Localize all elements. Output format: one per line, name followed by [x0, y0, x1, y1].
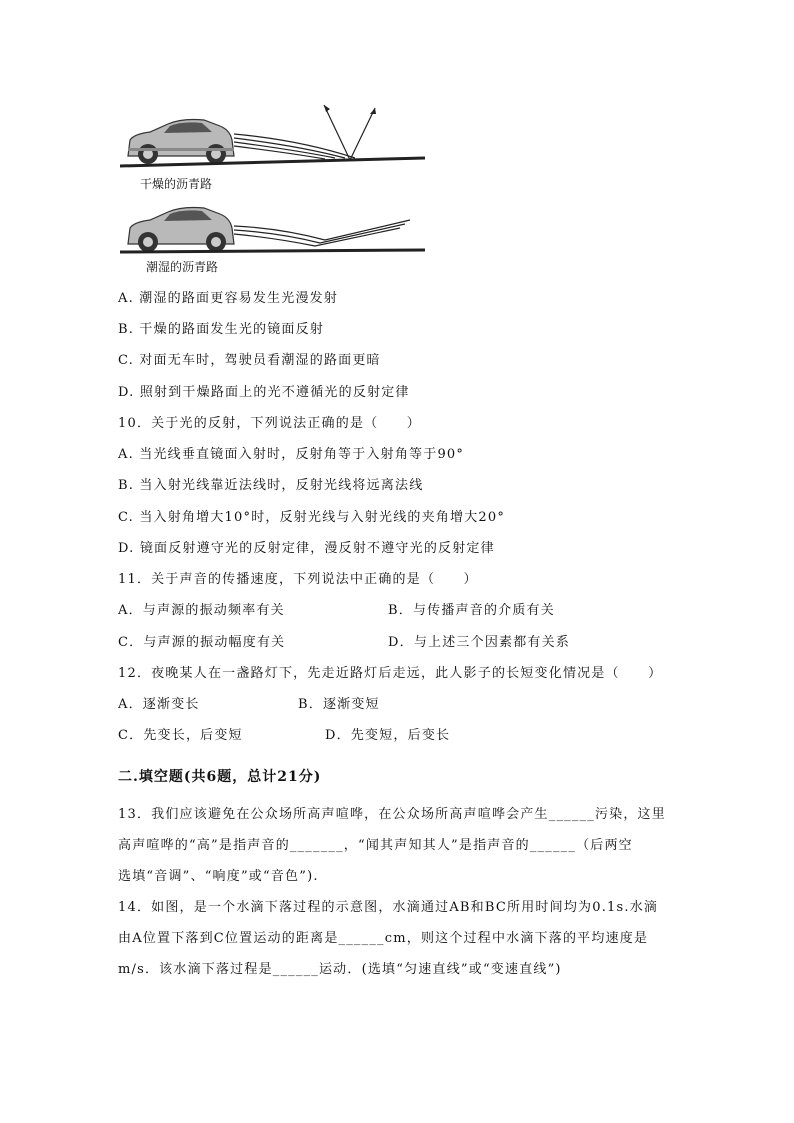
q10-stem: 10．关于光的反射，下列说法正确的是（ ） [118, 416, 421, 431]
q11-option-c: C．与声源的振动幅度有关 [118, 635, 286, 650]
q9-option-b: B. 干燥的路面发生光的镜面反射 [118, 322, 325, 337]
dry-road-figure [120, 100, 430, 175]
q11-option-d: D．与上述三个因素都有关系 [388, 635, 571, 650]
q12-option-b: B．逐渐变短 [298, 697, 380, 712]
q13-line-1: 13．我们应该避免在公众场所高声喧哗，在公众场所高声喧哗会产生______污染，这里 [118, 807, 666, 822]
q10-option-d: D. 镜面反射遵守光的反射定律，漫反射不遵守光的反射定律 [118, 541, 495, 556]
car-icon [128, 208, 234, 253]
q9-option-c: C. 对面无车时，驾驶员看潮湿的路面更暗 [118, 353, 381, 368]
q13-line-3: 选填“音调”、“响度”或“音色”). [118, 869, 319, 884]
q13-line-2: 高声喧哗的“高”是指声音的_______，“闻其声知其人”是指声音的______（后两空 [118, 838, 633, 853]
q10-option-b: B. 当入射光线靠近法线时，反射光线将远离法线 [118, 478, 424, 493]
q11-option-b: B．与传播声音的介质有关 [388, 603, 555, 618]
q9-option-a: A. 潮湿的路面更容易发生光漫发射 [118, 291, 339, 306]
wet-road-figure [120, 200, 430, 260]
q10-option-a: A. 当光线垂直镜面入射时，反射角等于入射角等于90° [118, 447, 465, 462]
q14-line-3: m/s．该水滴下落过程是______运动．(选填“匀速直线”或“变速直线”) [118, 962, 562, 977]
q9-option-d: D. 照射到干燥路面上的光不遵循光的反射定律 [118, 385, 410, 400]
section-title: 二.填空题(共6题，总计21分) [118, 769, 322, 785]
q10-option-c: C. 当入射角增大10°时，反射光线与入射光线的夹角增大20° [118, 510, 506, 525]
wet-road-caption: 潮湿的沥青路 [146, 260, 219, 274]
q12-option-d: D．先变短，后变长 [325, 728, 451, 743]
q11-option-a: A．与声源的振动频率有关 [118, 603, 285, 618]
dry-road-caption: 干燥的沥青路 [140, 177, 213, 191]
q14-line-1: 14．如图，是一个水滴下落过程的示意图，水滴通过AB和BC所用时间均为0.1s.水滴 [118, 900, 659, 915]
car-icon [128, 120, 234, 165]
q12-option-a: A．逐渐变长 [118, 697, 200, 712]
q12-option-c: C．先变长，后变短 [118, 728, 243, 743]
q12-stem: 12．夜晚某人在一盏路灯下，先走近路灯后走远，此人影子的长短变化情况是（ ） [118, 666, 663, 681]
q11-stem: 11．关于声音的传播速度，下列说法中正确的是（ ） [118, 572, 478, 587]
q14-line-2: 由A位置下落到C位置运动的距离是______cm，则这个过程中水滴下落的平均速度是 [118, 931, 649, 946]
